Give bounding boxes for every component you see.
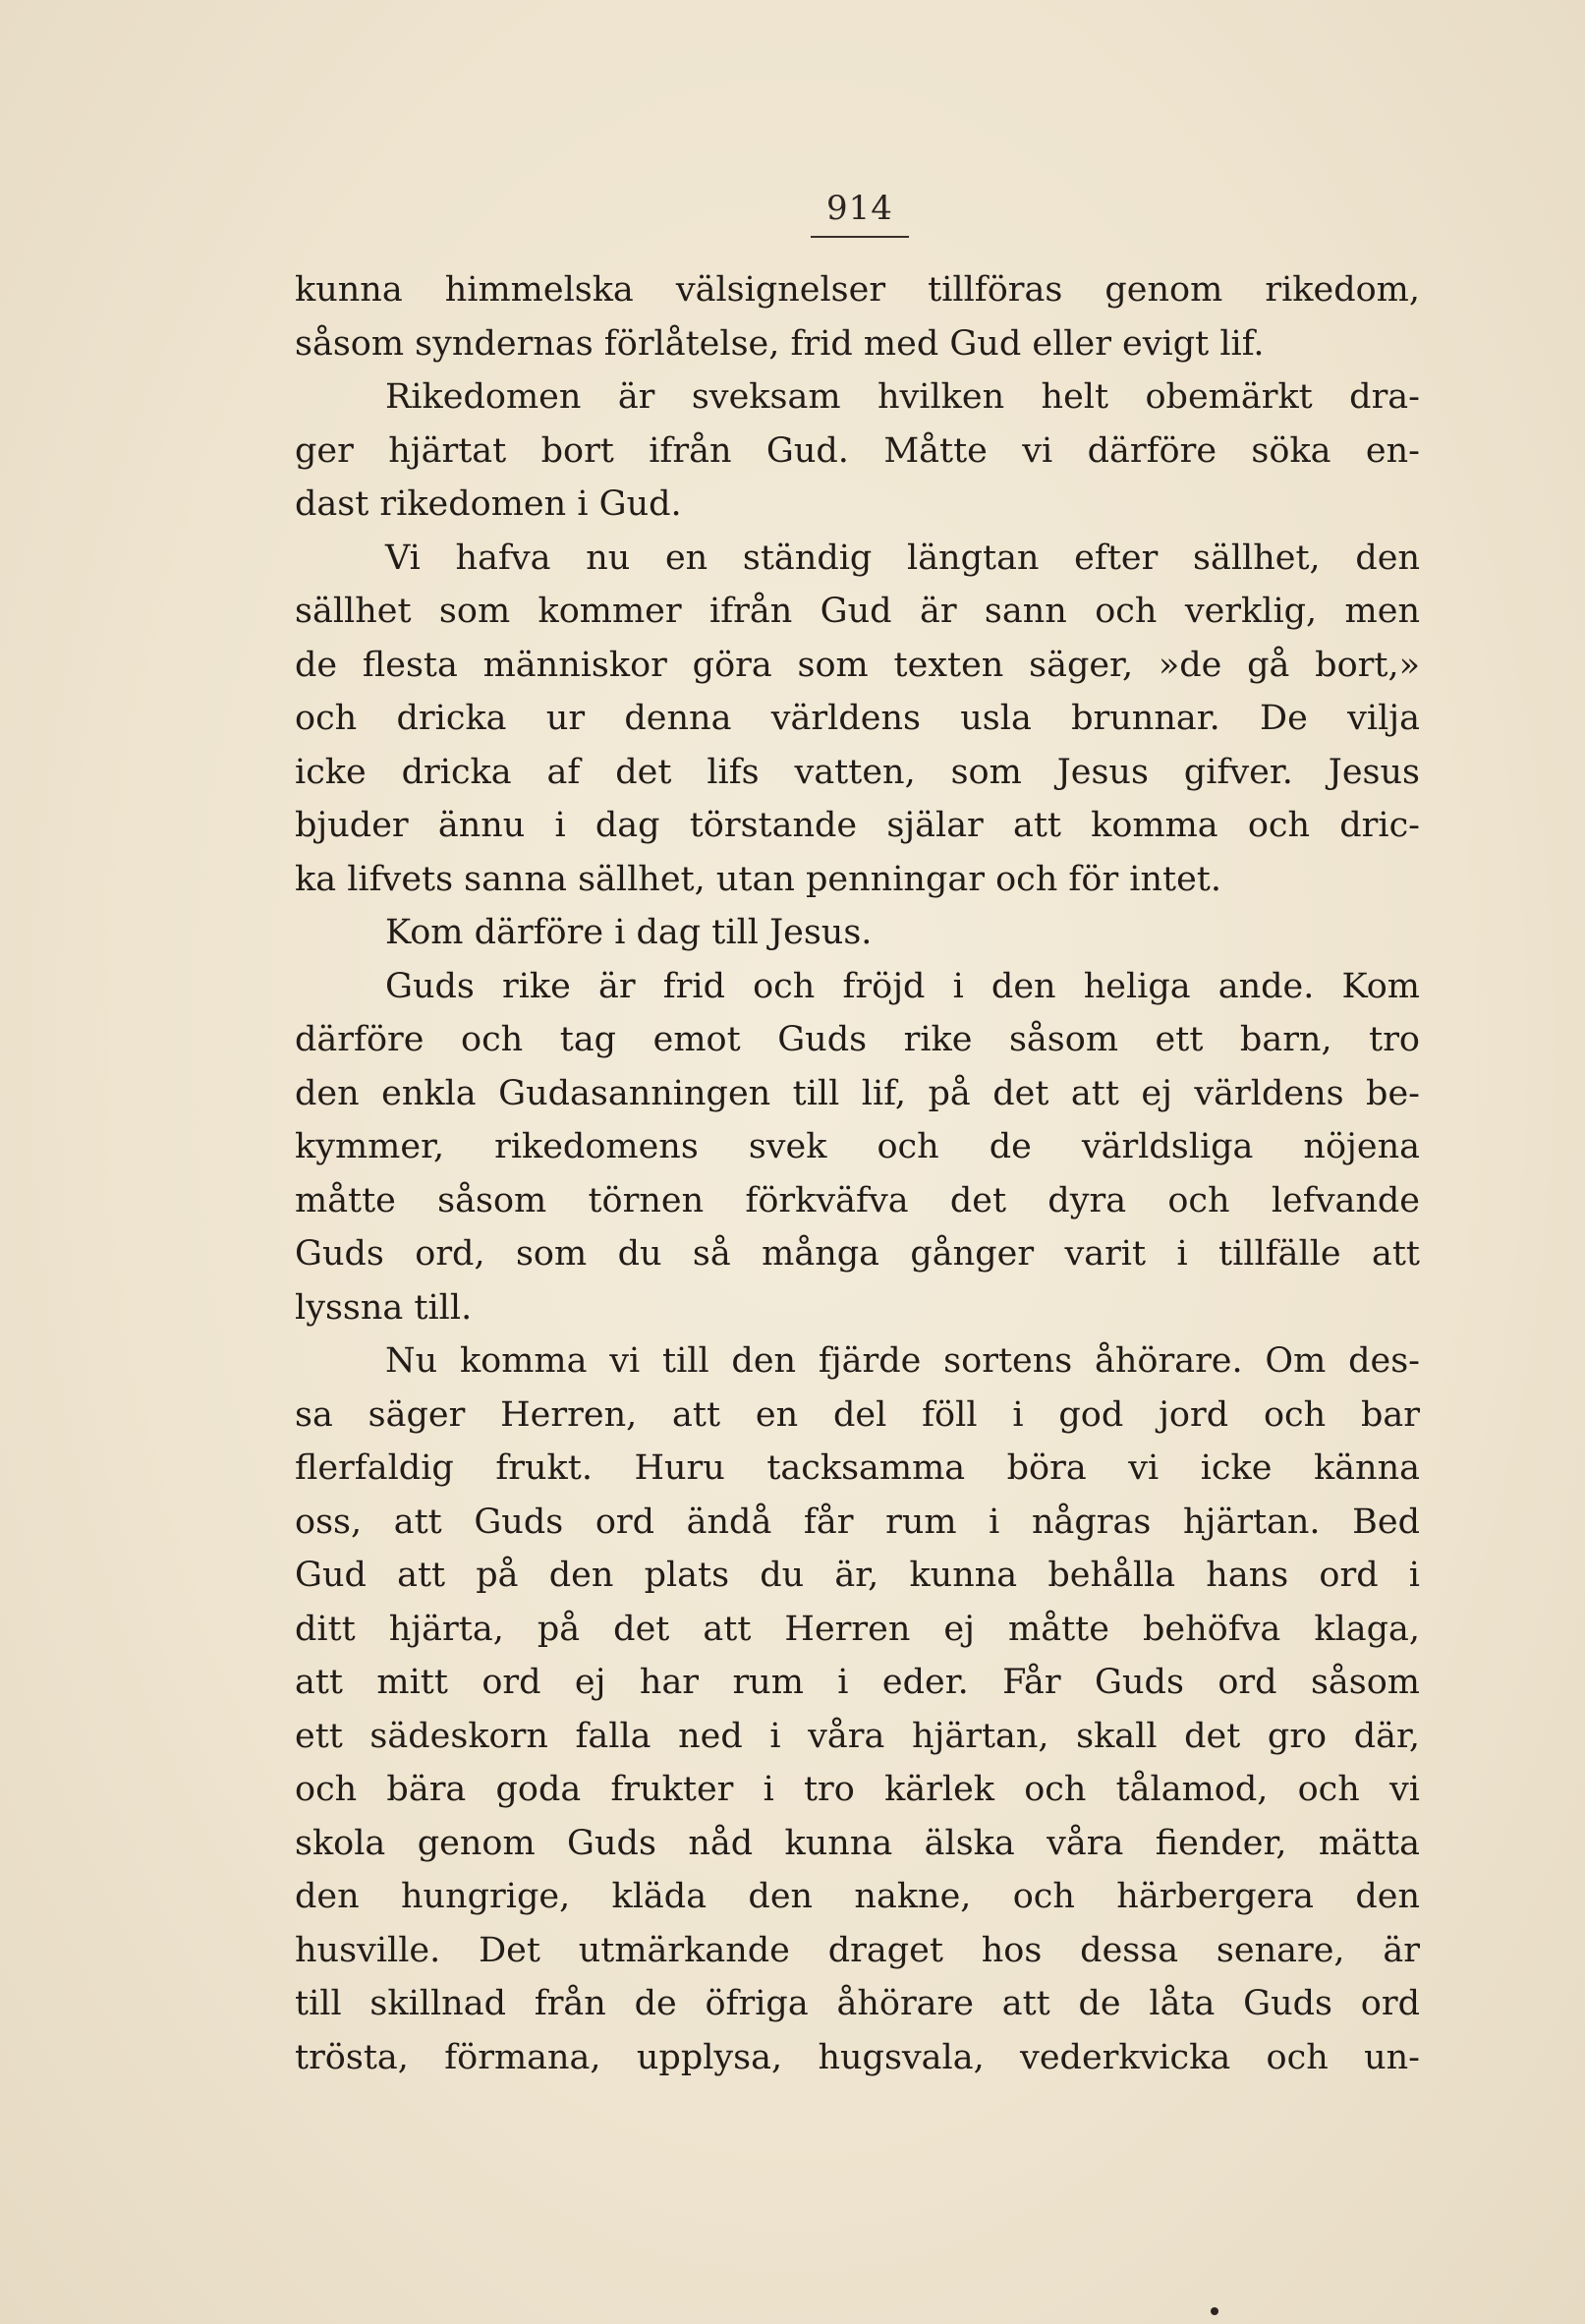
text-line: sa säger Herren, att en del föll i god jord och bar — [295, 1394, 1420, 1435]
text-line: dast rikedomen i Gud. — [295, 484, 682, 524]
text-line: Kom därföre i dag till Jesus. — [385, 913, 873, 952]
text-line: Nu komma vi till den fjärde sortens åhörare. Om des- — [385, 1341, 1420, 1381]
ink-dot — [1211, 2307, 1218, 2315]
text-line: Vi hafva nu en ständig längtan efter sällhet, den — [385, 538, 1420, 578]
text-line: Guds rike är frid och fröjd i den heliga ande. Kom — [385, 966, 1420, 1006]
text-line: icke dricka af det lifs vatten, som Jesus gifver. Jesus — [295, 752, 1420, 792]
text-line: ditt hjärta, på det att Herren ej måtte behöfva klaga, — [295, 1609, 1420, 1649]
text-line: därföre och tag emot Guds rike såsom ett barn, tro — [295, 1020, 1420, 1059]
text-line: skola genom Guds nåd kunna älska våra fiender, mätta — [295, 1823, 1420, 1863]
text-line: den hungrige, kläda den nakne, och härbergera den — [295, 1877, 1420, 1916]
text-line: ett sädeskorn falla ned i våra hjärtan, skall det gro där, — [295, 1716, 1420, 1756]
text-line: och bära goda frukter i tro kärlek och tålamod, och vi — [295, 1770, 1420, 1809]
text-line: Rikedomen är sveksam hvilken helt obemärkt dra- — [385, 377, 1420, 417]
text-line: trösta, förmana, upplysa, hugsvala, vederkvicka och un- — [295, 2037, 1420, 2077]
text-line: kunna himmelska välsignelser tillföras genom rikedom, — [295, 270, 1420, 310]
text-line: de flesta människor göra som texten säger, »de gå bort,» — [295, 645, 1420, 685]
text-line: måtte såsom törnen förkväfva det dyra och lefvande — [295, 1180, 1420, 1220]
text-line: kymmer, rikedomens svek och de världsliga nöjena — [295, 1127, 1420, 1166]
text-line: såsom syndernas förlåtelse, frid med Gud eller evigt lif. — [295, 323, 1265, 364]
text-line: oss, att Guds ord ändå får rum i någras hjärtan. Bed — [295, 1502, 1420, 1542]
text-line: att mitt ord ej har rum i eder. Får Guds ord såsom — [295, 1663, 1420, 1702]
text-line: ka lifvets sanna sällhet, utan penningar och för intet. — [295, 859, 1222, 899]
page-number-rule — [811, 236, 909, 238]
page-number: 914 — [826, 189, 893, 228]
text-line: sällhet som kommer ifrån Gud är sann och verklig, men — [295, 592, 1420, 631]
text-line: Gud att på den plats du är, kunna behålla hans ord i — [295, 1556, 1420, 1595]
text-line: den enkla Gudasanningen till lif, på det att ej världens be- — [295, 1073, 1420, 1113]
text-line: lyssna till. — [295, 1287, 473, 1328]
text-line: husville. Det utmärkande draget hos dessa senare, är — [295, 1930, 1420, 1970]
text-line: och dricka ur denna världens usla brunnar. De vilja — [295, 699, 1420, 738]
text-line: bjuder ännu i dag törstande själar att komma och dric- — [295, 806, 1420, 845]
text-line: flerfaldig frukt. Huru tacksamma böra vi icke känna — [295, 1448, 1420, 1488]
text-line: Guds ord, som du så många gånger varit i tillfälle att — [295, 1234, 1420, 1274]
body-text — [295, 263, 1420, 2084]
text-line: ger hjärtat bort ifrån Gud. Måtte vi därföre söka en- — [295, 430, 1420, 471]
text-line: till skillnad från de öfriga åhörare att de låta Guds ord — [295, 1984, 1420, 2023]
